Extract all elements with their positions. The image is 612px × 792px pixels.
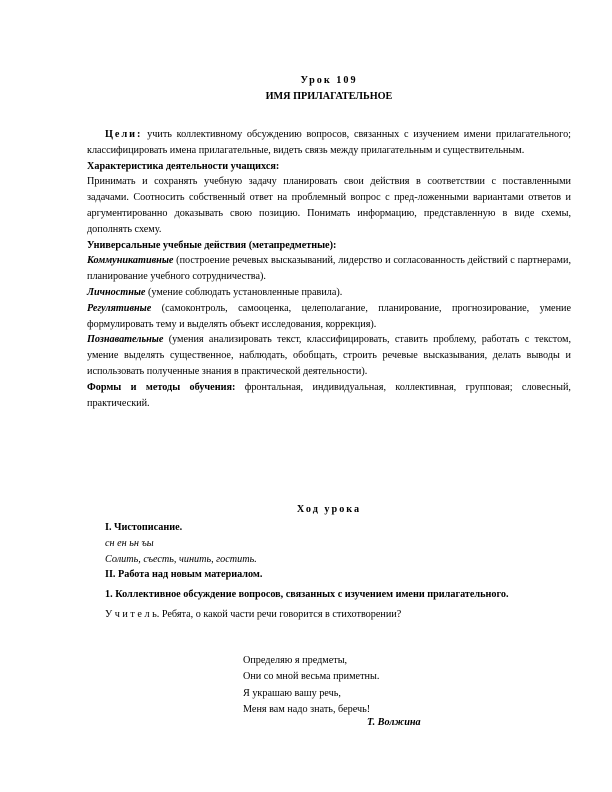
teacher-line: У ч и т е л ь. Ребята, о какой части речи говорится в стихотворении? [105, 608, 402, 620]
poem-line: Определяю я предметы, [243, 655, 348, 666]
activity-heading: Характеристика деятельности учащихся: [87, 160, 280, 172]
forms-paragraph: Формы и методы обучения: фронтальная, индивидуальная, коллективная, групповая; словесный, практический. [87, 381, 571, 409]
main-text [87, 127, 571, 411]
discussion-item: 1. Коллективное обсуждение вопросов, связанных с изучением имени прилагательного. [105, 589, 509, 601]
lesson-number: Урок 109 [300, 75, 358, 86]
goals-paragraph [87, 127, 571, 159]
poem-line: Меня вам надо знать, беречь! [243, 704, 371, 716]
activity-text: Принимать и сохранять учебную задачу планировать свои действия в соответствии с поставленными задачами. Соотносить собственный ответ на проблемный вопрос с пред-ложенными вариантами ответов и аргументированно доказывать свою позицию. Понимать информацию, представленную в виде схемы, дополнять схему. [87, 176, 571, 235]
section-new-material: II. Работа над новым материалом. [105, 569, 263, 581]
uud-communicative: Коммуникативные (построение речевых высказываний, лидерство и согласованность действий с партнерами, планирование учебного сотрудничества). [87, 255, 571, 283]
uud-heading: Универсальные учебные действия (метапредметные): [87, 239, 337, 251]
words-line: Солить, съесть, чинить, гостить. [105, 553, 257, 565]
poem-author: Т. Волжина [367, 717, 421, 728]
goals-text: учить коллективному обсуждению вопросов, связанных с изучением имени прилагательного; классифицировать имена прилагательные, видеть связь между прилагательным и существительным. [87, 129, 571, 156]
section-calligraphy: I. Чистописание. [105, 522, 183, 533]
uud-cognitive: Познавательные (умения анализировать текст, классифицировать, ставить проблему, работать с текстом, умение выделять существенное, наблюдать, обобщать, строить речевые высказывания, делать выводы и использовать полученные знания в практической деятельности). [87, 334, 571, 377]
uud-regulatory: Регулятивные (самоконтроль, самооценка, целеполагание, планирование, прогнозирование, умение формулировать тему и выделять объект исследования, коррекция). [87, 302, 571, 330]
poem [243, 653, 379, 719]
goals-label: Цели: [105, 129, 143, 140]
letters-line: сн ен ьн ъы [105, 537, 154, 549]
course-text [87, 520, 571, 623]
poem-line: Я украшаю вашу речь, [243, 687, 341, 699]
poem-line: Они со мной весьма приметны. [243, 671, 380, 683]
lesson-topic: ИМЯ ПРИЛАГАТЕЛЬНОЕ [265, 91, 393, 102]
course-title: Ход урока [296, 504, 362, 515]
uud-personal: Личностные (умение соблюдать установленные правила). [87, 286, 343, 298]
